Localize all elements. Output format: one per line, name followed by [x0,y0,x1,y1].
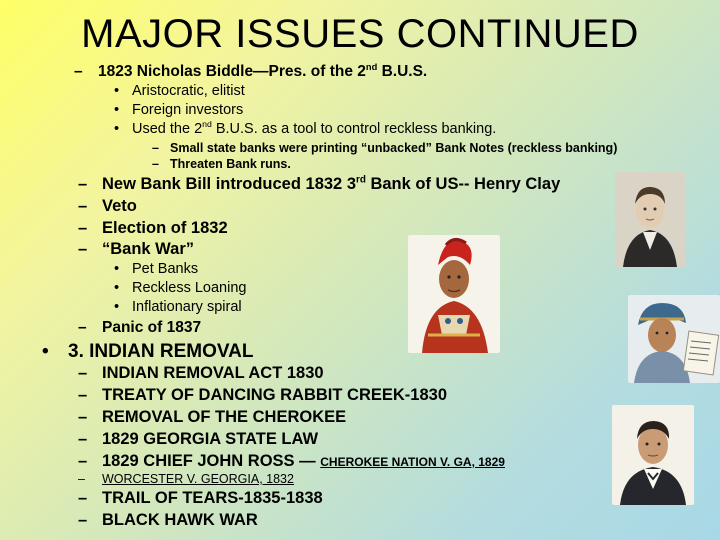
bank-item-text: Election of 1832 [102,219,228,237]
panic-text: Panic of 1837 [102,319,202,336]
ross-text: 1829 CHIEF JOHN ROSS — [102,452,321,470]
tool-before: Used the 2 [132,121,203,137]
dash-marker: – [78,219,88,237]
slide-title: MAJOR ISSUES CONTINUED [81,12,639,56]
bank-item-text: “Bank War” [102,240,194,258]
bank-war-point-3 [114,299,242,315]
bank-item-election [78,219,228,238]
removal-item-blackhawk [78,511,258,530]
removal-item-2 [78,386,447,405]
dash-marker: – [78,472,85,486]
biddle-point-text: Foreign investors [132,102,244,118]
removal-item-text: 1829 GEORGIA STATE LAW [102,430,319,448]
bullet-marker: • [114,102,120,118]
worcester-text: WORCESTER V. GEORGIA, 1832 [102,472,294,486]
bullet-marker: • [114,121,120,137]
removal-heading-text: 3. INDIAN REMOVAL [68,341,254,362]
tool-subpoint-text: Small state banks were printing “unbacked” Bank Notes (reckless banking) [170,141,618,155]
bank-war-point-text: Reckless Loaning [132,280,247,296]
bank-bill-text: New Bank Bill introduced 1832 3 [102,175,356,193]
dash-marker: – [78,240,88,258]
removal-item-3 [78,408,346,427]
bullet-marker: • [114,299,120,315]
removal-item-1 [78,364,324,383]
bank-bill-line [78,175,560,194]
biddle-text: 1823 Nicholas Biddle—Pres. of the 2 [98,63,366,80]
dash-marker: – [74,63,83,80]
dash-marker: – [78,511,88,529]
dash-marker: – [78,175,88,193]
dash-marker: – [78,489,88,507]
removal-heading [42,341,253,363]
portrait-john-ross-image [612,405,694,505]
removal-item-4 [78,430,318,449]
removal-item-text: REMOVAL OF THE CHEROKEE [102,408,347,426]
removal-item-text: INDIAN REMOVAL ACT 1830 [102,364,324,382]
bank-war-point-text: Inflationary spiral [132,299,242,315]
tool-subpoint-text: Threaten Bank runs. [170,157,291,171]
removal-item-text: BLACK HAWK WAR [102,511,258,529]
dash-marker: – [78,430,88,448]
bullet-marker: • [114,83,120,99]
biddle-line [74,63,427,81]
biddle-sup: nd [365,61,378,72]
biddle-point-2 [114,102,243,118]
removal-item-worcester [78,472,294,486]
portrait-henry-clay-image [615,172,685,267]
dash-marker: – [78,364,88,382]
portrait-chief-headdress-image [408,235,500,353]
bank-war-point-text: Pet Banks [132,261,199,277]
tool-subpoint-1 [152,141,617,155]
dash-marker: – [152,157,159,171]
bank-bill-sup: rd [356,174,366,186]
dash-marker: – [78,408,88,426]
tool-sup: nd [202,119,212,130]
portrait-sequoyah-image [628,295,720,383]
removal-item-trail [78,489,323,508]
tool-after: B.U.S. as a tool to control reckless banking. [211,121,497,137]
dash-marker: – [78,386,88,404]
biddle-point-text: Aristocratic, elitist [132,83,245,99]
tool-subpoint-2 [152,157,291,171]
dash-marker: – [152,141,159,155]
removal-item-text: TRAIL OF TEARS-1835-1838 [102,489,323,507]
bank-war-point-1 [114,261,198,277]
bullet-marker: • [114,261,120,277]
bank-item-war [78,240,194,259]
dash-marker: – [78,452,88,470]
bullet-marker: • [114,280,120,296]
bank-item-text: Veto [102,197,137,215]
removal-item-text: TREATY OF DANCING RABBIT CREEK-1830 [102,386,448,404]
biddle-after: B.U.S. [377,63,428,80]
biddle-point-3 [114,121,496,137]
bank-war-point-2 [114,280,246,296]
dash-marker: – [78,197,88,215]
bank-bill-after: Bank of US-- Henry Clay [365,175,561,193]
dash-marker: – [78,319,87,336]
panic-line [78,319,201,337]
bank-item-veto [78,197,137,216]
bullet-marker: • [42,341,49,362]
removal-item-ross [78,452,505,471]
ross-case-text: CHEROKEE NATION V. GA, 1829 [320,455,505,469]
biddle-point-1 [114,83,245,99]
